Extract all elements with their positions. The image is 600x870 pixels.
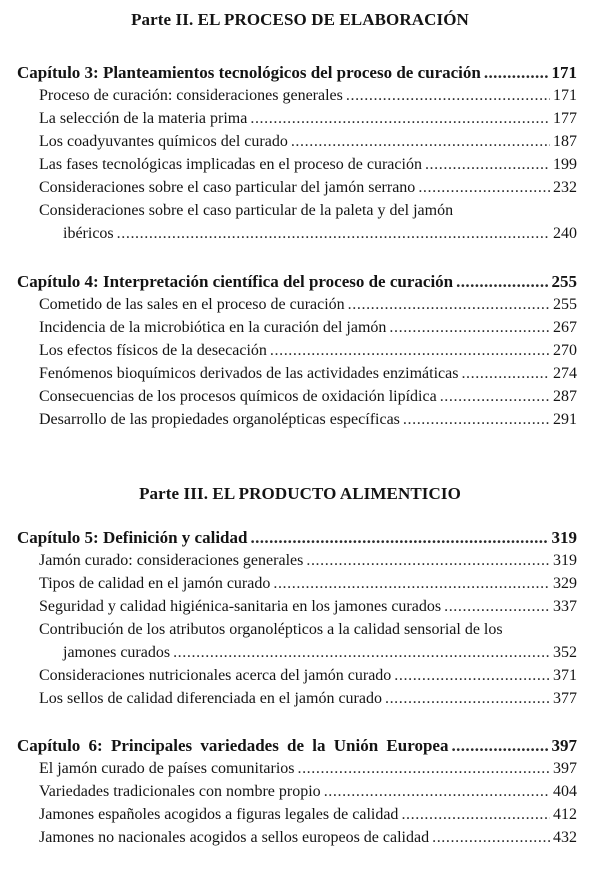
toc-entry xyxy=(39,155,577,175)
entry-title: Cometido de las sales en el proceso de curación xyxy=(39,296,345,313)
dot-leader xyxy=(385,689,550,709)
toc-entry xyxy=(39,597,577,617)
dot-leader xyxy=(250,109,550,129)
chapter-entry xyxy=(17,63,577,83)
entry-title: Los sellos de calidad diferenciada en el jamón curado xyxy=(39,690,382,707)
chapter-title: Capítulo 6: Principales variedades de la Unión Europea xyxy=(17,736,449,755)
entry-title: Consideraciones sobre el caso particular de la paleta y del jamón xyxy=(39,202,454,219)
page-number: 171 xyxy=(553,87,577,104)
dot-leader xyxy=(401,805,550,825)
chapter-title: Capítulo 5: Definición y calidad xyxy=(17,528,248,547)
toc-entry xyxy=(39,805,577,825)
entry-title: Consecuencias de los procesos químicos de oxidación lipídica xyxy=(39,388,437,405)
dot-leader xyxy=(432,828,550,848)
dot-leader xyxy=(346,86,550,106)
toc-entry-continuation xyxy=(63,224,577,244)
entry-title: Variedades tradicionales con nombre propio xyxy=(39,783,321,800)
dot-leader xyxy=(117,224,550,244)
toc-entry xyxy=(39,551,577,571)
page-number: 171 xyxy=(551,63,577,82)
dot-leader xyxy=(451,736,548,756)
dot-leader xyxy=(291,132,550,152)
dot-leader xyxy=(324,782,550,802)
dot-leader xyxy=(456,272,548,292)
chapter-entry xyxy=(17,736,577,756)
dot-leader xyxy=(306,551,550,571)
entry-title-continuation: ibéricos xyxy=(63,225,114,242)
dot-leader xyxy=(444,597,550,617)
page-number: 319 xyxy=(553,552,577,569)
toc-entry xyxy=(39,574,577,594)
toc-entry xyxy=(39,318,577,338)
chapter-title: Capítulo 3: Planteamientos tecnológicos del proceso de curación xyxy=(17,63,481,82)
page-number: 377 xyxy=(553,690,577,707)
chapter-entry xyxy=(17,528,577,548)
entry-title: Tipos de calidad en el jamón curado xyxy=(39,575,271,592)
toc-entry xyxy=(39,109,577,129)
page-number: 274 xyxy=(553,365,577,382)
page-number: 319 xyxy=(551,528,577,547)
toc-entry xyxy=(39,178,577,198)
page-number: 371 xyxy=(553,667,577,684)
page-number: 329 xyxy=(553,575,577,592)
entry-title: Jamones no nacionales acogidos a sellos europeos de calidad xyxy=(39,829,430,846)
dot-leader xyxy=(403,410,550,430)
entry-title: Seguridad y calidad higiénica-sanitaria en los jamones curados xyxy=(39,598,442,615)
dot-leader xyxy=(297,759,550,779)
dot-leader xyxy=(440,387,550,407)
entry-title: Las fases tecnológicas implicadas en el proceso de curación xyxy=(39,156,422,173)
page-number: 187 xyxy=(553,133,577,150)
dot-leader xyxy=(394,666,550,686)
page-number: 270 xyxy=(553,342,577,359)
page-number: 255 xyxy=(553,296,577,313)
part-title: Parte III. EL PRODUCTO ALIMENTICIO xyxy=(139,484,461,503)
page-number: 404 xyxy=(553,783,577,800)
chapter-entry xyxy=(17,272,577,292)
page-number: 352 xyxy=(553,644,577,661)
toc-entry xyxy=(39,689,577,709)
dot-leader xyxy=(389,318,550,338)
entry-title: Contribución de los atributos organolépticos a la calidad sensorial de los xyxy=(39,621,503,638)
dot-leader xyxy=(461,364,550,384)
dot-leader xyxy=(484,63,549,83)
page-number: 291 xyxy=(553,411,577,428)
entry-title: Jamón curado: consideraciones generales xyxy=(39,552,304,569)
toc-entry xyxy=(39,86,577,106)
toc-entry xyxy=(39,666,577,686)
page-number: 267 xyxy=(553,319,577,336)
dot-leader xyxy=(270,341,550,361)
page-number: 240 xyxy=(553,225,577,242)
page-number: 337 xyxy=(553,598,577,615)
dot-leader xyxy=(273,574,550,594)
dot-leader xyxy=(425,155,550,175)
part-title: Parte II. EL PROCESO DE ELABORACIÓN xyxy=(131,10,469,29)
toc-entry xyxy=(39,364,577,384)
entry-title: Los coadyuvantes químicos del curado xyxy=(39,133,288,150)
toc-entry xyxy=(39,132,577,152)
entry-title: Jamones españoles acogidos a figuras legales de calidad xyxy=(39,806,399,823)
toc-entry-continuation xyxy=(63,643,577,663)
toc-entry xyxy=(39,387,577,407)
toc-entry xyxy=(39,759,577,779)
toc-entry xyxy=(39,782,577,802)
entry-title: La selección de la materia prima xyxy=(39,110,248,127)
entry-title-continuation: jamones curados xyxy=(63,644,171,661)
entry-title: Proceso de curación: consideraciones generales xyxy=(39,87,343,104)
toc-entry xyxy=(39,341,577,361)
toc-entry xyxy=(39,828,577,848)
entry-title: El jamón curado de países comunitarios xyxy=(39,760,295,777)
page-number: 287 xyxy=(553,388,577,405)
page-number: 432 xyxy=(553,829,577,846)
toc-entry xyxy=(39,410,577,430)
dot-leader xyxy=(173,643,550,663)
page-number: 177 xyxy=(553,110,577,127)
entry-title: Consideraciones nutricionales acerca del jamón curado xyxy=(39,667,392,684)
page-number: 397 xyxy=(553,760,577,777)
entry-title: Fenómenos bioquímicos derivados de las actividades enzimáticas xyxy=(39,365,459,382)
entry-title: Consideraciones sobre el caso particular del jamón serrano xyxy=(39,179,416,196)
dot-leader xyxy=(348,295,550,315)
entry-title: Desarrollo de las propiedades organolépticas específicas xyxy=(39,411,400,428)
entry-title: Los efectos físicos de la desecación xyxy=(39,342,267,359)
chapter-title: Capítulo 4: Interpretación científica del proceso de curación xyxy=(17,272,454,291)
page-number: 199 xyxy=(553,156,577,173)
dot-leader xyxy=(418,178,550,198)
dot-leader xyxy=(250,528,548,548)
page-number: 232 xyxy=(553,179,577,196)
entry-title: Incidencia de la microbiótica en la curación del jamón xyxy=(39,319,387,336)
page-number: 255 xyxy=(551,272,577,291)
page-number: 412 xyxy=(553,806,577,823)
page-number: 397 xyxy=(551,736,577,755)
toc-entry xyxy=(39,295,577,315)
